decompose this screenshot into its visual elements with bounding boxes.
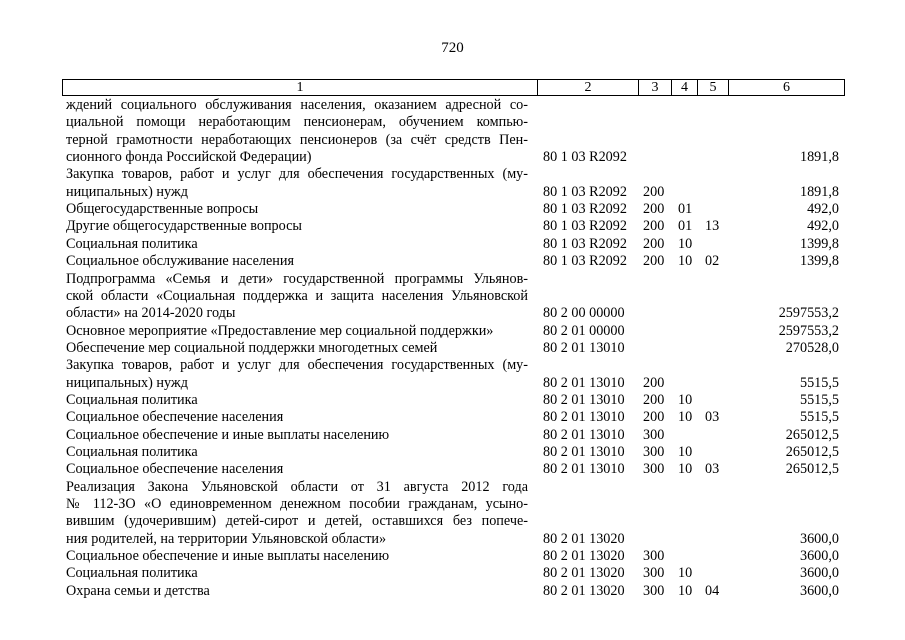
row-section: 10: [678, 444, 693, 460]
row-description: сионного фонда Российской Федерации): [66, 149, 312, 166]
row-amount: 492,0: [807, 201, 839, 218]
row-amount: 3600,0: [799, 548, 839, 565]
table-row: [0, 340, 905, 357]
table-row: [0, 531, 905, 548]
row-code: 80 1 03 R2092: [543, 183, 627, 200]
row-expense-type: 200: [643, 253, 665, 270]
header-col-1: 1: [63, 80, 538, 95]
table-row: [0, 583, 905, 600]
table-row: [0, 236, 905, 253]
table-row: [0, 271, 905, 288]
row-description: ждений социального обслуживания населения, оказанием адресной со-: [66, 97, 528, 113]
row-code: 80 1 03 R2092: [543, 235, 627, 252]
row-description: Социальное обеспечение населения: [66, 409, 284, 426]
row-section: 10: [678, 253, 693, 270]
row-subsection: 03: [705, 409, 720, 426]
row-expense-type: 200: [643, 218, 665, 235]
row-expense-type: 300: [643, 582, 665, 599]
row-description: Закупка товаров, работ и услуг для обеспечения государственных (му-: [66, 166, 528, 183]
row-description: Социальная политика: [66, 235, 198, 252]
row-description: вившим (удочерившим) детей-сирот и детей, оставшихся без попече-: [66, 513, 528, 530]
row-amount: 1399,8: [799, 235, 839, 252]
row-amount: 1399,8: [799, 253, 839, 270]
row-description: Социальная политика: [66, 565, 198, 582]
row-description: Обеспечение мер социальной поддержки многодетных семей: [66, 339, 438, 356]
table-row: [0, 409, 905, 426]
table-row: [0, 305, 905, 322]
row-section: 10: [678, 235, 693, 252]
row-section: 10: [678, 409, 693, 426]
row-amount: 492,0: [807, 218, 839, 235]
table-row: [0, 513, 905, 530]
row-code: 80 2 01 13010: [543, 374, 625, 391]
row-description: Социальное обеспечение и иные выплаты населению: [66, 548, 390, 565]
row-expense-type: 300: [643, 444, 665, 460]
row-code: 80 2 01 13020: [543, 582, 625, 599]
row-amount: 1891,8: [799, 183, 839, 200]
row-amount: 1891,8: [799, 149, 839, 166]
row-expense-type: 300: [643, 548, 665, 565]
page-number: 720: [441, 40, 464, 56]
row-amount: 3600,0: [799, 582, 839, 599]
row-amount: 2597553,2: [778, 305, 839, 322]
row-amount: 2597553,2: [778, 322, 839, 339]
row-code: 80 2 01 13010: [543, 339, 625, 356]
row-section: 10: [678, 391, 693, 408]
row-code: 80 2 01 13020: [543, 548, 625, 565]
row-code: 80 1 03 R2092: [543, 201, 627, 218]
table-row: [0, 479, 905, 496]
row-code: 80 1 03 R2092: [543, 218, 627, 235]
row-expense-type: 200: [643, 235, 665, 252]
row-description: терной грамотности неработающих пенсионеров (за счёт средств Пен-: [66, 131, 528, 148]
row-expense-type: 200: [643, 391, 665, 408]
table-row: [0, 392, 905, 409]
table-row: [0, 375, 905, 392]
row-code: 80 2 00 00000: [543, 305, 625, 322]
row-code: 80 1 03 R2092: [543, 253, 627, 270]
table-row: [0, 288, 905, 305]
row-description: Реализация Закона Ульяновской области от 31 августа 2012 года: [66, 478, 528, 495]
row-amount: 265012,5: [785, 426, 839, 443]
table-row: [0, 218, 905, 235]
row-amount: 3600,0: [799, 530, 839, 547]
row-amount: 5515,5: [799, 409, 839, 426]
row-description: ния родителей, на территории Ульяновской области»: [66, 530, 387, 547]
table-row: [0, 496, 905, 513]
row-code: 80 2 01 13020: [543, 565, 625, 582]
row-description: № 112-ЗО «О единовременном денежном пособии гражданам, усыно-: [66, 496, 528, 513]
row-amount: 265012,5: [785, 461, 839, 478]
row-expense-type: 300: [643, 565, 665, 582]
header-col-6: 6: [783, 80, 790, 95]
row-description: Социальное обслуживание населения: [66, 253, 294, 270]
row-description: Социальная политика: [66, 391, 198, 408]
row-expense-type: 300: [643, 461, 665, 478]
row-section: 01: [678, 201, 693, 218]
table-row: [0, 461, 905, 478]
row-description: циальной помощи неработающим пенсионерам, обучением компью-: [66, 114, 528, 131]
table-row: [0, 565, 905, 582]
table-header: [62, 79, 845, 96]
row-amount: 5515,5: [799, 374, 839, 391]
table-row: [0, 357, 905, 374]
table-row: [0, 444, 905, 461]
table-row: [0, 427, 905, 444]
row-expense-type: 200: [643, 374, 665, 391]
row-subsection: 02: [705, 253, 720, 270]
row-section: 10: [678, 582, 693, 599]
row-description: ниципальных) нужд: [66, 374, 188, 391]
row-amount: 265012,5: [785, 444, 839, 460]
row-description: Социальная политика: [66, 444, 198, 460]
header-col-4: 4: [672, 80, 698, 95]
row-description: ской области «Социальная поддержка и защита населения Ульяновской: [66, 287, 528, 304]
row-description: Социальное обеспечение и иные выплаты населению: [66, 426, 390, 443]
row-description: Социальное обеспечение населения: [66, 461, 284, 478]
table-row: [0, 548, 905, 565]
row-description: области» на 2014-2020 годы: [66, 305, 236, 322]
table-row: [0, 201, 905, 218]
row-code: 80 2 01 13010: [543, 426, 625, 443]
row-description: Подпрограмма «Семья и дети» государственной программы Ульянов-: [66, 270, 528, 287]
row-description: Общегосударственные вопросы: [66, 201, 259, 218]
header-col-5: 5: [698, 80, 729, 95]
row-subsection: 03: [705, 461, 720, 478]
row-subsection: 04: [705, 582, 720, 599]
row-expense-type: 200: [643, 183, 665, 200]
row-expense-type: 300: [643, 426, 665, 443]
row-code: 80 2 01 13010: [543, 461, 625, 478]
row-amount: 3600,0: [799, 565, 839, 582]
row-expense-type: 200: [643, 201, 665, 218]
table-row: [0, 166, 905, 183]
table-row: [0, 114, 905, 131]
row-code: 80 2 01 13010: [543, 391, 625, 408]
row-code: 80 1 03 R2092: [543, 149, 627, 166]
row-description: Закупка товаров, работ и услуг для обеспечения государственных (му-: [66, 357, 528, 374]
row-section: 01: [678, 218, 693, 235]
row-section: 10: [678, 565, 693, 582]
header-col-2: 2: [538, 80, 639, 95]
table-row: [0, 323, 905, 340]
table-row: [0, 253, 905, 270]
row-code: 80 2 01 00000: [543, 322, 625, 339]
table-row: [0, 97, 905, 114]
table-row: [0, 149, 905, 166]
header-col-3: 3: [639, 80, 672, 95]
row-code: 80 2 01 13010: [543, 444, 625, 460]
row-description: Охрана семьи и детства: [66, 582, 210, 599]
table-row: [0, 184, 905, 201]
table-row: [0, 132, 905, 149]
row-code: 80 2 01 13020: [543, 530, 625, 547]
row-expense-type: 200: [643, 409, 665, 426]
row-description: ниципальных) нужд: [66, 183, 188, 200]
row-description: Основное мероприятие «Предоставление мер социальной поддержки»: [66, 322, 494, 339]
row-amount: 270528,0: [785, 339, 839, 356]
row-subsection: 13: [705, 218, 720, 235]
row-description: Другие общегосударственные вопросы: [66, 218, 302, 235]
row-code: 80 2 01 13010: [543, 409, 625, 426]
row-section: 10: [678, 461, 693, 478]
row-amount: 5515,5: [799, 391, 839, 408]
